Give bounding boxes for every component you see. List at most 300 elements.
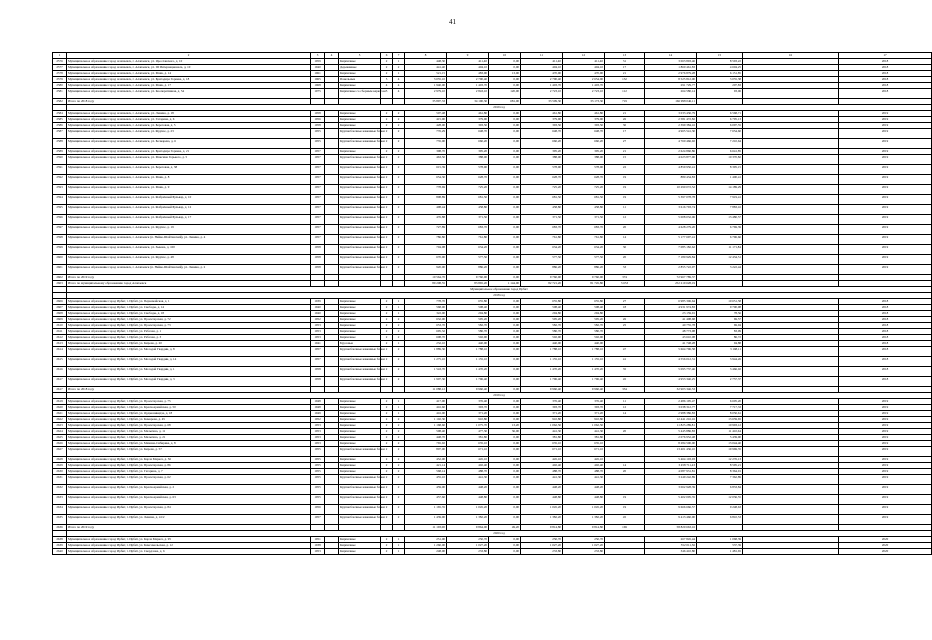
- table-cell: Кирпичные со сборным каркасом: [339, 89, 381, 99]
- table-cell: 2019: [839, 255, 932, 265]
- table-cell: 2: [381, 357, 393, 367]
- table-cell: 120,00: [489, 89, 521, 99]
- table-cell: 2: [381, 185, 393, 195]
- table-cell: 1 275,10: [405, 357, 447, 367]
- table-cell: 2: [381, 129, 393, 139]
- table-cell: 207,83: [697, 83, 743, 89]
- table-cell: 2018: [839, 311, 932, 317]
- table-row: [53, 377, 932, 387]
- table-cell: 582,70: [521, 323, 563, 329]
- table-cell: 2: [381, 225, 393, 235]
- table-cell: 695,32: [405, 329, 447, 335]
- table-cell: 778,70: [405, 299, 447, 305]
- table-cell: 89 208,55: [405, 281, 447, 287]
- table-cell: 2018: [839, 341, 932, 347]
- table-cell: 411,40: [563, 59, 605, 65]
- table-cell: 2: [381, 317, 393, 323]
- table-cell: 761,80: [521, 235, 563, 245]
- table-cell: Крупноблочные каменные блоки: [339, 475, 381, 485]
- table-cell: 0,00: [489, 65, 521, 71]
- table-cell: 2019: [839, 205, 932, 215]
- table-cell: 2: [381, 117, 393, 123]
- table-cell: 2: [393, 111, 405, 117]
- table-cell: 910,80: [521, 417, 563, 423]
- table-cell: 681,50: [563, 195, 605, 205]
- table-row: [53, 367, 932, 377]
- table-cell: 7 362,89: [697, 475, 743, 485]
- table-cell: Муниципальное образование город Алапаевск, г. Алапаевск, ул. Фабричный Бульвар, д. 10: [67, 195, 311, 205]
- table-cell: Муниципальное образование город Ирбит, г. Ирбит, ул. Пролетарская, д. 84: [67, 505, 311, 515]
- table-cell: Муниципальное образование город Ирбит, г. Ирбит, ул. Кирова, д. 20: [67, 341, 311, 347]
- table-cell: 1 045,20: [521, 505, 563, 515]
- table-cell: 1955: [311, 139, 325, 149]
- section-title: 2019 год: [67, 105, 932, 111]
- table-cell: 7 883,16: [697, 205, 743, 215]
- table-cell: [743, 165, 839, 175]
- table-cell: [325, 447, 339, 457]
- table-cell: 2623: [53, 423, 67, 429]
- table-cell: 112: [605, 89, 645, 99]
- table-cell: 21: [605, 71, 645, 77]
- table-cell: 252 219 628,19: [645, 281, 697, 287]
- table-row: [53, 245, 932, 255]
- table-cell: 2599: [53, 245, 67, 255]
- table-cell: 1: [393, 405, 405, 411]
- table-cell: 2: [393, 463, 405, 469]
- column-number: 9: [447, 53, 489, 59]
- table-cell: 402,40: [563, 463, 605, 469]
- table-cell: 441,40: [405, 65, 447, 71]
- table-cell: 2: [393, 65, 405, 71]
- table-cell: 1 382,20: [521, 515, 563, 525]
- table-cell: 371,50: [563, 215, 605, 225]
- table-cell: 1 470,20: [563, 367, 605, 377]
- table-cell: 786,80: [405, 235, 447, 245]
- table-cell: Кирпичные: [339, 549, 381, 555]
- table-cell: 1957: [311, 215, 325, 225]
- table-cell: 448,20: [447, 485, 489, 495]
- table-cell: 376,40: [521, 399, 563, 405]
- table-cell: 2: [381, 65, 393, 71]
- table-cell: 2: [393, 335, 405, 341]
- table-cell: Деревянные: [339, 65, 381, 71]
- table-cell: 233,80: [447, 549, 489, 555]
- table-cell: 1 403,70: [521, 83, 563, 89]
- table-cell: Муниципальное образование город Ирбит, г. Ирбит, ул. Молодой Гвардии, д. 3: [67, 377, 311, 387]
- table-cell: [325, 89, 339, 99]
- table-cell: 14: [605, 411, 645, 417]
- table-cell: 1 144,00: [489, 281, 521, 287]
- table-cell: 2: [381, 341, 393, 347]
- table-cell: 14: [605, 463, 645, 469]
- table-cell: 2: [393, 515, 405, 525]
- table-cell: 0,00: [489, 411, 521, 417]
- table-cell: 9 666 666,57: [645, 505, 697, 515]
- table-cell: 0,00: [489, 357, 521, 367]
- table-cell: [743, 185, 839, 195]
- table-cell: 9 760,90: [447, 275, 489, 281]
- table-cell: Кирпичные: [339, 537, 381, 543]
- table-cell: 595,20: [563, 317, 605, 323]
- table-cell: 2 979,10: [405, 89, 447, 99]
- table-cell: 2622: [53, 417, 67, 423]
- table-cell: 346 410,80: [645, 549, 697, 555]
- table-cell: 1955: [311, 495, 325, 505]
- table-cell: 6 796,66: [697, 235, 743, 245]
- table-cell: 537,39: [697, 543, 743, 549]
- page-number: 41: [449, 18, 456, 26]
- table-cell: 648,70: [447, 129, 489, 139]
- table-cell: 35 897,33: [405, 99, 447, 105]
- table-cell: 2019: [839, 463, 932, 469]
- table-cell: Кирпичные: [339, 441, 381, 447]
- table-cell: 233,80: [521, 549, 563, 555]
- table-cell: 2018: [839, 71, 932, 77]
- table-cell: 2018: [839, 323, 932, 329]
- table-cell: 507,48: [405, 111, 447, 117]
- column-number: 17: [839, 53, 932, 59]
- table-cell: 1 470,20: [447, 367, 489, 377]
- table-cell: 2: [381, 175, 393, 185]
- table-cell: Брусовые: [339, 341, 381, 347]
- table-cell: 2018: [839, 77, 932, 83]
- table-cell: 2: [393, 139, 405, 149]
- table-cell: 82 721,20: [521, 281, 563, 287]
- table-cell: 2: [381, 377, 393, 387]
- table-cell: 2: [393, 265, 405, 275]
- table-cell: 10 370,82: [697, 155, 743, 165]
- table-cell: 1957: [311, 347, 325, 357]
- table-cell: 470,90: [563, 71, 605, 77]
- column-number: 4: [325, 53, 339, 59]
- table-cell: [325, 475, 339, 485]
- table-cell: 2601: [53, 265, 67, 275]
- table-cell: 2617: [53, 387, 67, 393]
- table-cell: 635,10: [521, 441, 563, 447]
- column-number: 3: [311, 53, 325, 59]
- table-cell: 5 439,90: [697, 435, 743, 441]
- table-cell: 395,20: [447, 149, 489, 155]
- table-cell: Крупноблочные каменные блоки: [339, 255, 381, 265]
- table-cell: 0,00: [489, 205, 521, 215]
- table-cell: 1 155,10: [563, 357, 605, 367]
- table-cell: 1958: [311, 255, 325, 265]
- table-cell: [325, 215, 339, 225]
- table-cell: 2: [381, 149, 393, 155]
- table-cell: 371,50: [447, 215, 489, 225]
- table-cell: 2 723,10: [521, 89, 563, 99]
- table-cell: 2592: [53, 175, 67, 185]
- table-cell: 17: [605, 129, 645, 139]
- table-cell: 635,10: [563, 441, 605, 447]
- table-cell: Муниципальное образование город Алапаевск, г. Алапаевск, ул. Бригадира Горяева, д. 18: [67, 77, 311, 83]
- table-cell: 725,20: [447, 185, 489, 195]
- table-cell: 1: [393, 299, 405, 305]
- table-cell: 2019: [839, 405, 932, 411]
- table-cell: 1953: [311, 323, 325, 329]
- table-cell: [743, 245, 839, 255]
- table-cell: [325, 225, 339, 235]
- table-cell: 0,00: [489, 255, 521, 265]
- table-cell: [743, 515, 839, 525]
- table-cell: [325, 549, 339, 555]
- table-cell: [743, 447, 839, 457]
- table-cell: 1 860 461,83: [645, 65, 697, 71]
- table-cell: 3 222,44: [697, 265, 743, 275]
- table-cell: 1 045,20: [563, 505, 605, 515]
- table-cell: 4 023 877,90: [645, 155, 697, 165]
- table-cell: 2: [381, 537, 393, 543]
- table-cell: 502,90: [447, 335, 489, 341]
- table-cell: 458,80: [521, 205, 563, 215]
- table-cell: 0,00: [489, 117, 521, 123]
- table-cell: 2603: [53, 281, 67, 287]
- table-cell: 8 050,61: [697, 411, 743, 417]
- table-cell: 0,00: [489, 299, 521, 305]
- table-cell: 393,70: [563, 405, 605, 411]
- table-cell: 2: [381, 399, 393, 405]
- table-cell: 48 773,98: [645, 329, 697, 335]
- table-cell: 11 193,00: [405, 525, 447, 531]
- table-cell: 0,00: [489, 265, 521, 275]
- table-cell: 11: [605, 399, 645, 405]
- table-cell: 1: [393, 311, 405, 317]
- table-cell: 2: [393, 441, 405, 447]
- table-cell: 379,90: [447, 117, 489, 123]
- table-cell: 0,00: [489, 347, 521, 357]
- table-row: [53, 235, 932, 245]
- table-cell: 6 833,84: [697, 485, 743, 495]
- table-cell: 2019: [839, 429, 932, 435]
- column-number: 1: [53, 53, 67, 59]
- table-cell: 379,90: [563, 117, 605, 123]
- table-cell: Муниципальное образование город Алапаевск, г. Алапаевск, ул. Маяк, д. 17: [67, 83, 311, 89]
- table-cell: 671,10: [447, 447, 489, 457]
- table-cell: 2: [381, 265, 393, 275]
- table-cell: 12: [605, 215, 645, 225]
- table-cell: 10 993,12: [697, 423, 743, 429]
- table-cell: 452,00: [405, 457, 447, 463]
- table-cell: 4 604,25: [697, 65, 743, 71]
- table-cell: 461,80: [521, 111, 563, 117]
- table-row: [53, 185, 932, 195]
- table-cell: 2: [393, 429, 405, 435]
- table-cell: 615,39: [405, 165, 447, 175]
- table-cell: 2019: [839, 495, 932, 505]
- table-cell: [325, 175, 339, 185]
- table-cell: Муниципальное образование город Ирбит, г. Ирбит, ул. Орджоникидзе, д. 18: [67, 411, 311, 417]
- table-cell: 13 659,65: [697, 417, 743, 423]
- table-cell: 6 985 306,64: [645, 299, 697, 305]
- table-cell: 4 931 974,83: [645, 305, 697, 311]
- table-cell: 448,20: [521, 485, 563, 495]
- table-cell: 1 075,70: [447, 423, 489, 429]
- table-cell: 0,00: [489, 515, 521, 525]
- table-cell: 477,30: [447, 429, 489, 435]
- table-cell: 2579: [53, 77, 67, 83]
- table-cell: 577,50: [563, 255, 605, 265]
- table-cell: 778,69: [405, 185, 447, 195]
- table-cell: [325, 367, 339, 377]
- table-cell: 2: [393, 475, 405, 485]
- table-cell: [325, 515, 339, 525]
- table-cell: 20: [605, 255, 645, 265]
- table-cell: 0,00: [489, 417, 521, 423]
- table-cell: [325, 505, 339, 515]
- table-cell: 577,50: [521, 255, 563, 265]
- table-cell: 1959: [311, 59, 325, 65]
- table-cell: 2: [393, 245, 405, 255]
- table-cell: Кирпичные: [339, 463, 381, 469]
- table-cell: 2: [381, 323, 393, 329]
- table-cell: Итого по 2019 году: [67, 275, 311, 281]
- column-number: 2: [67, 53, 311, 59]
- table-cell: 250,70: [521, 537, 563, 543]
- table-cell: Крупноблочные каменные блоки: [339, 215, 381, 225]
- table-cell: 1 796,40: [563, 377, 605, 387]
- table-cell: 2018: [839, 335, 932, 341]
- table-cell: 508,40: [521, 305, 563, 311]
- table-cell: 2634: [53, 505, 67, 515]
- table-cell: 294,80: [521, 311, 563, 317]
- table-cell: 11: [605, 205, 645, 215]
- table-cell: [743, 377, 839, 387]
- table-cell: Крупноблочные каменные блоки: [339, 515, 381, 525]
- table-cell: 2: [381, 505, 393, 515]
- table-cell: 0,00: [489, 475, 521, 485]
- table-cell: 7 654,60: [697, 129, 743, 139]
- table-cell: 0,00: [489, 317, 521, 323]
- table-cell: 2620: [53, 405, 67, 411]
- table-cell: 2593: [53, 185, 67, 195]
- table-cell: [743, 129, 839, 139]
- table-row: [53, 357, 932, 367]
- table-cell: 45: [605, 377, 645, 387]
- table-cell: 1: [393, 537, 405, 543]
- table-cell: 0,00: [489, 149, 521, 155]
- table-cell: Муниципальное образование город Ирбит, г. Ирбит, ул. Молодой Гвардии, д. 14: [67, 357, 311, 367]
- table-row: [53, 255, 932, 265]
- table-cell: 3 249 242,89: [645, 475, 697, 485]
- table-cell: 2: [393, 367, 405, 377]
- table-cell: 2018: [839, 305, 932, 311]
- table-cell: 7 919,41: [697, 195, 743, 205]
- table-cell: 761,80: [447, 235, 489, 245]
- table-cell: 2: [381, 441, 393, 447]
- table-cell: Муниципальное образование город Ирбит, г. Ирбит, ул. Молодой Гвардии, д. 1: [67, 367, 311, 377]
- table-cell: 0,00: [489, 245, 521, 255]
- table-cell: 648,70: [563, 129, 605, 139]
- table-cell: 2633: [53, 495, 67, 505]
- table-cell: 6 769,39: [697, 225, 743, 235]
- table-cell: 4 965 541,30: [645, 129, 697, 139]
- table-cell: [605, 485, 645, 495]
- table-cell: Муниципальное образование город Алапаевск, г. Алапаевск, ул. Бригадира Горяева, д. 21: [67, 149, 311, 155]
- table-cell: 2: [381, 463, 393, 469]
- table-cell: 445,10: [563, 457, 605, 463]
- table-cell: 488,70: [521, 469, 563, 475]
- table-cell: 19: [605, 495, 645, 505]
- table-cell: 1958: [311, 111, 325, 117]
- table-cell: 13,20: [489, 423, 521, 429]
- table-cell: 9 814,80: [521, 525, 563, 531]
- table-cell: 2: [381, 195, 393, 205]
- table-cell: [325, 129, 339, 139]
- table-cell: 2019: [839, 447, 932, 457]
- table-cell: 4 628 279,20: [645, 225, 697, 235]
- table-cell: 2639: [53, 543, 67, 549]
- table-cell: 31: [605, 59, 645, 65]
- table-cell: 2019: [839, 411, 932, 417]
- table-cell: 8 284 500,00: [645, 441, 697, 447]
- table-cell: 0,00: [489, 447, 521, 457]
- table-cell: 21: [605, 149, 645, 155]
- table-cell: 580,70: [447, 329, 489, 335]
- table-cell: [325, 195, 339, 205]
- table-cell: Муниципальное образование город Ирбит, г. Ирбит, ул. Карла Маркса, д. 95: [67, 537, 311, 543]
- table-cell: 9 814,80: [563, 525, 605, 531]
- table-cell: 2597: [53, 225, 67, 235]
- table-cell: 2019: [839, 165, 932, 175]
- table-cell: [325, 205, 339, 215]
- table-cell: 2 076 952,48: [645, 435, 697, 441]
- table-cell: 2: [381, 549, 393, 555]
- table-cell: 1 907,30: [405, 377, 447, 387]
- table-cell: 69,94: [697, 323, 743, 329]
- table-cell: 3 168,11: [697, 347, 743, 357]
- table-cell: 0,00: [489, 377, 521, 387]
- table-cell: 448,80: [521, 495, 563, 505]
- table-cell: 1958: [311, 367, 325, 377]
- table-cell: Крупноблочные каменные блоки: [339, 357, 381, 367]
- table-row: [53, 205, 932, 215]
- table-row: [53, 195, 932, 205]
- table-cell: 381,80: [447, 435, 489, 441]
- table-cell: 2: [381, 347, 393, 357]
- table-cell: 2611: [53, 329, 67, 335]
- table-cell: Кирпичные: [339, 423, 381, 429]
- table-cell: 2019: [839, 111, 932, 117]
- table-cell: Муниципальное образование город Алапаевск, г. Алапаевск, ул. Гагарина, д. 6: [67, 117, 311, 123]
- table-cell: Муниципальное образование город Ирбит, г. Ирбит, ул. Мальгина, д. 11: [67, 429, 311, 435]
- table-cell: 655,80: [447, 299, 489, 305]
- table-cell: 2: [393, 447, 405, 457]
- table-cell: 2019: [839, 505, 932, 515]
- table-cell: 1952: [311, 317, 325, 323]
- table-cell: Кирпичные: [339, 469, 381, 475]
- table-cell: Кирпичные: [339, 59, 381, 65]
- table-cell: 1961: [311, 71, 325, 77]
- table-cell: 2019: [839, 117, 932, 123]
- table-cell: Кирпичные: [339, 305, 381, 311]
- table-cell: 628,70: [563, 175, 605, 185]
- table-cell: 880 434,83: [645, 175, 697, 185]
- table-cell: 8 595,21: [697, 463, 743, 469]
- table-cell: 4: [393, 89, 405, 99]
- table-cell: 595,20: [521, 317, 563, 323]
- table-cell: 1940: [311, 305, 325, 311]
- table-cell: 49,20: [489, 525, 521, 531]
- table-cell: 2: [393, 377, 405, 387]
- table-cell: 411,40: [447, 59, 489, 65]
- table-cell: 2629: [53, 463, 67, 469]
- table-cell: 1 155,10: [447, 357, 489, 367]
- table-cell: [605, 549, 645, 555]
- table-cell: 2 624 860,86: [645, 149, 697, 155]
- table-cell: Муниципальное образование город Алапаевск, г. Алапаевск, ул. Фабричный Бульвар, д. 12: [67, 205, 311, 215]
- table-cell: 5 095 737,46: [645, 367, 697, 377]
- table-cell: Кирпичные: [339, 71, 381, 77]
